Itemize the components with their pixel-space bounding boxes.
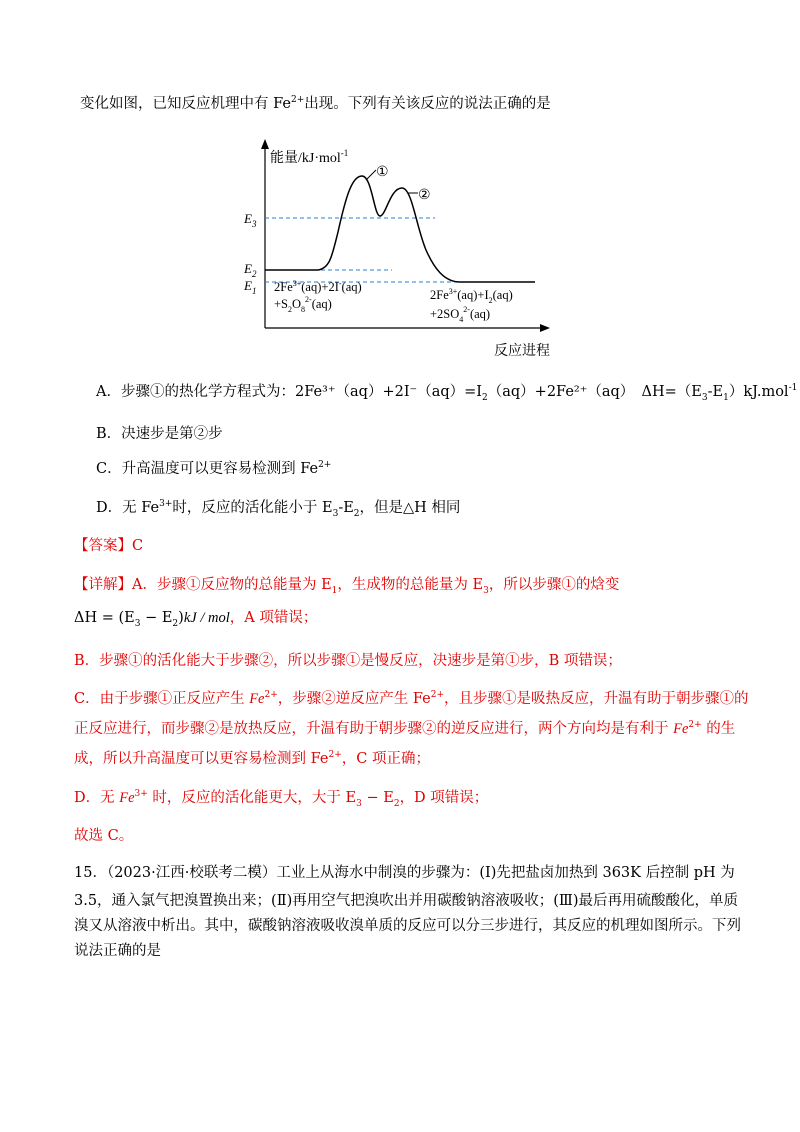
option-c-text: C．升高温度可以更容易检测到 Fe	[96, 461, 319, 477]
x-axis-label: 反应进程	[494, 344, 550, 359]
intro-sup: 2+	[290, 95, 305, 106]
exp-p4-c: − E	[361, 790, 394, 806]
option-d-text-a: D．无 Fe	[96, 500, 160, 516]
explanation-p2	[74, 651, 622, 671]
explanation-label: 【详解】	[74, 577, 132, 593]
q15-line3	[74, 916, 741, 936]
exp-p1-a: A．步骤①反应物的总能量为 E	[132, 577, 332, 593]
exp-p3-l2-a: 正反应进行，而步骤②是放热反应，升温有助于朝步骤②的逆反应进行，两个方向均是有利于	[74, 721, 674, 737]
exp-p3-l2-fe: Fe	[673, 721, 689, 737]
option-d-sub2: 2	[353, 508, 360, 519]
products-line1: $2Fe^{3+}(aq)+I_2(aq)$	[430, 287, 513, 305]
y-axis-label: 能量/kJ·mol$^{-1}$	[270, 148, 349, 166]
exp-formula-c: )	[178, 610, 184, 626]
energy-curve	[265, 176, 535, 282]
option-a-eq: 2Fe³⁺（aq）+2I⁻（aq）=I	[294, 384, 483, 400]
exp-p3-l3-a: 成，所以升高温度可以更容易检测到 Fe	[74, 751, 329, 767]
exp-p3-l1-sup2: 2+	[430, 690, 445, 701]
exp-p3-l2-sup: 2+	[688, 720, 702, 731]
option-c	[96, 459, 331, 479]
option-a-e3-sub: 3	[701, 392, 708, 403]
explanation-p3-l3	[74, 749, 430, 769]
option-d-text-b: 时，反应的活化能小于 E	[172, 500, 333, 516]
exp-p4-sub1: 3	[356, 798, 362, 809]
option-a-eq-rest: （aq）+2Fe²⁺（aq） ΔH=（E	[487, 384, 702, 400]
step1-mark: ①	[376, 165, 389, 180]
option-d-sub1: 3	[332, 508, 339, 519]
option-a	[96, 382, 797, 402]
exp-p1-sub2: 3	[483, 585, 489, 596]
exp-p2-text: B．步骤①的活化能大于步骤②，所以步骤①是慢反应，决速步是第①步，B 项错误；	[74, 653, 622, 669]
q15-l2-text: 3.5，通入氯气把溴置换出来；(Ⅱ)再用空气把溴吹出并用碳酸钠溶液吸收；(Ⅲ)最后再用硫酸酸化，单质	[74, 893, 739, 909]
exp-formula-tail: ，A 项错误；	[229, 610, 318, 626]
exp-formula-a: ΔH = (E	[74, 610, 135, 626]
exp-p3-l1-sup: 2+	[264, 690, 278, 701]
products-line2: $+2SO_4^{2-}(aq)$	[430, 305, 491, 324]
exp-formula-sub1: 3	[134, 618, 141, 629]
answer-value: C	[132, 538, 144, 554]
exp-p1-c: ，所以步骤①的焓变	[488, 577, 620, 593]
q15-l1-text: 15．（2023·江西·校联考二模）工业上从海水中制溴的步骤为：(Ⅰ)先把盐卤加热到 363K 后控制 pH 为	[74, 865, 735, 881]
option-d-sup: 3+	[159, 499, 173, 510]
q15-line2	[74, 891, 738, 911]
exp-p4-sup: 3+	[134, 789, 148, 800]
exp-formula-unit: kJ / mol	[183, 610, 230, 626]
option-a-minus: -E	[707, 384, 724, 400]
explanation-p4	[74, 788, 488, 808]
option-d-text-d: ，但是△H 相同	[359, 500, 461, 516]
reactants-line2: $+S_2O_8^{2-}(aq)$	[274, 295, 332, 314]
answer-label: 【答案】	[74, 538, 132, 554]
intro-text-a: 变化如图，已知反应机理中有 Fe	[80, 96, 291, 112]
exp-p3-l1-b: ，步骤②逆反应产生 Fe	[277, 691, 431, 707]
explanation-p5	[74, 826, 133, 846]
exp-p5-text: 故选 C。	[74, 828, 134, 844]
option-a-eq-sub: 2	[482, 392, 488, 403]
intro-line	[80, 94, 551, 114]
exp-p4-fe: Fe	[119, 790, 135, 806]
exp-p3-l1-c: ，且步骤①是吸热反应，升温有助于朝步骤①的	[444, 691, 749, 707]
exp-p4-d: ，D 项错误；	[399, 790, 489, 806]
level-e2-label: $E_2$	[244, 261, 257, 279]
q15-l4-text: 说法正确的是	[74, 943, 161, 959]
exp-formula-sub2: 2	[172, 618, 179, 629]
level-e1-label: $E_1$	[244, 278, 257, 296]
exp-p4-b: 时，反应的活化能更大，大于 E	[147, 790, 357, 806]
intro-text-b: 出现。下列有关该反应的说法正确的是	[304, 96, 551, 112]
exp-p3-l3-sup: 2+	[328, 750, 342, 761]
exp-p4-a: D．无	[74, 790, 120, 806]
step2-mark: ②	[418, 188, 431, 203]
option-b	[96, 424, 223, 444]
option-b-text: B．决速步是第②步	[96, 426, 223, 442]
answer-line	[74, 536, 143, 556]
q15-line1	[74, 863, 735, 883]
exp-formula-b: − E	[140, 610, 173, 626]
explanation-p1	[74, 575, 619, 595]
energy-diagram	[230, 136, 570, 368]
explanation-p3-l2	[74, 719, 735, 739]
q15-l3-text: 溴又从溶液中析出。其中，碳酸钠溶液吸收溴单质的反应可以分三步进行，其反应的机理如图所示。下列	[74, 918, 741, 934]
y-axis-arrow	[261, 139, 269, 149]
option-a-e1-sub: 1	[723, 392, 729, 403]
option-a-tail-sup: -1	[788, 383, 798, 394]
step1-pointer	[366, 170, 376, 180]
reactants-line1: $2Fe^{3+}(aq)+2I^-(aq)$	[274, 279, 362, 294]
option-d-text-c: -E	[338, 500, 354, 516]
x-axis-arrow	[540, 324, 550, 332]
exp-p3-l3-b: ，C 项正确；	[341, 751, 430, 767]
option-c-sup: 2+	[318, 460, 332, 471]
exp-p4-sub2: 2	[393, 798, 400, 809]
option-d	[96, 498, 460, 518]
exp-p3-l1-a: C．由于步骤①正反应产生	[74, 691, 250, 707]
option-a-prefix: A．步骤①的热化学方程式为：	[96, 384, 295, 400]
exp-p3-l2-b: 的生	[701, 721, 736, 737]
exp-p3-l1-fe: Fe	[249, 691, 265, 707]
explanation-p1-formula	[74, 608, 317, 628]
explanation-p3-l1	[74, 689, 749, 709]
exp-p1-b: ，生成物的总能量为 E	[337, 577, 484, 593]
level-e3-label: $E_3$	[244, 211, 257, 229]
option-a-tail: ）kJ.mol	[728, 384, 789, 400]
exp-p1-sub1: 1	[331, 585, 338, 596]
q15-line4	[74, 941, 161, 961]
